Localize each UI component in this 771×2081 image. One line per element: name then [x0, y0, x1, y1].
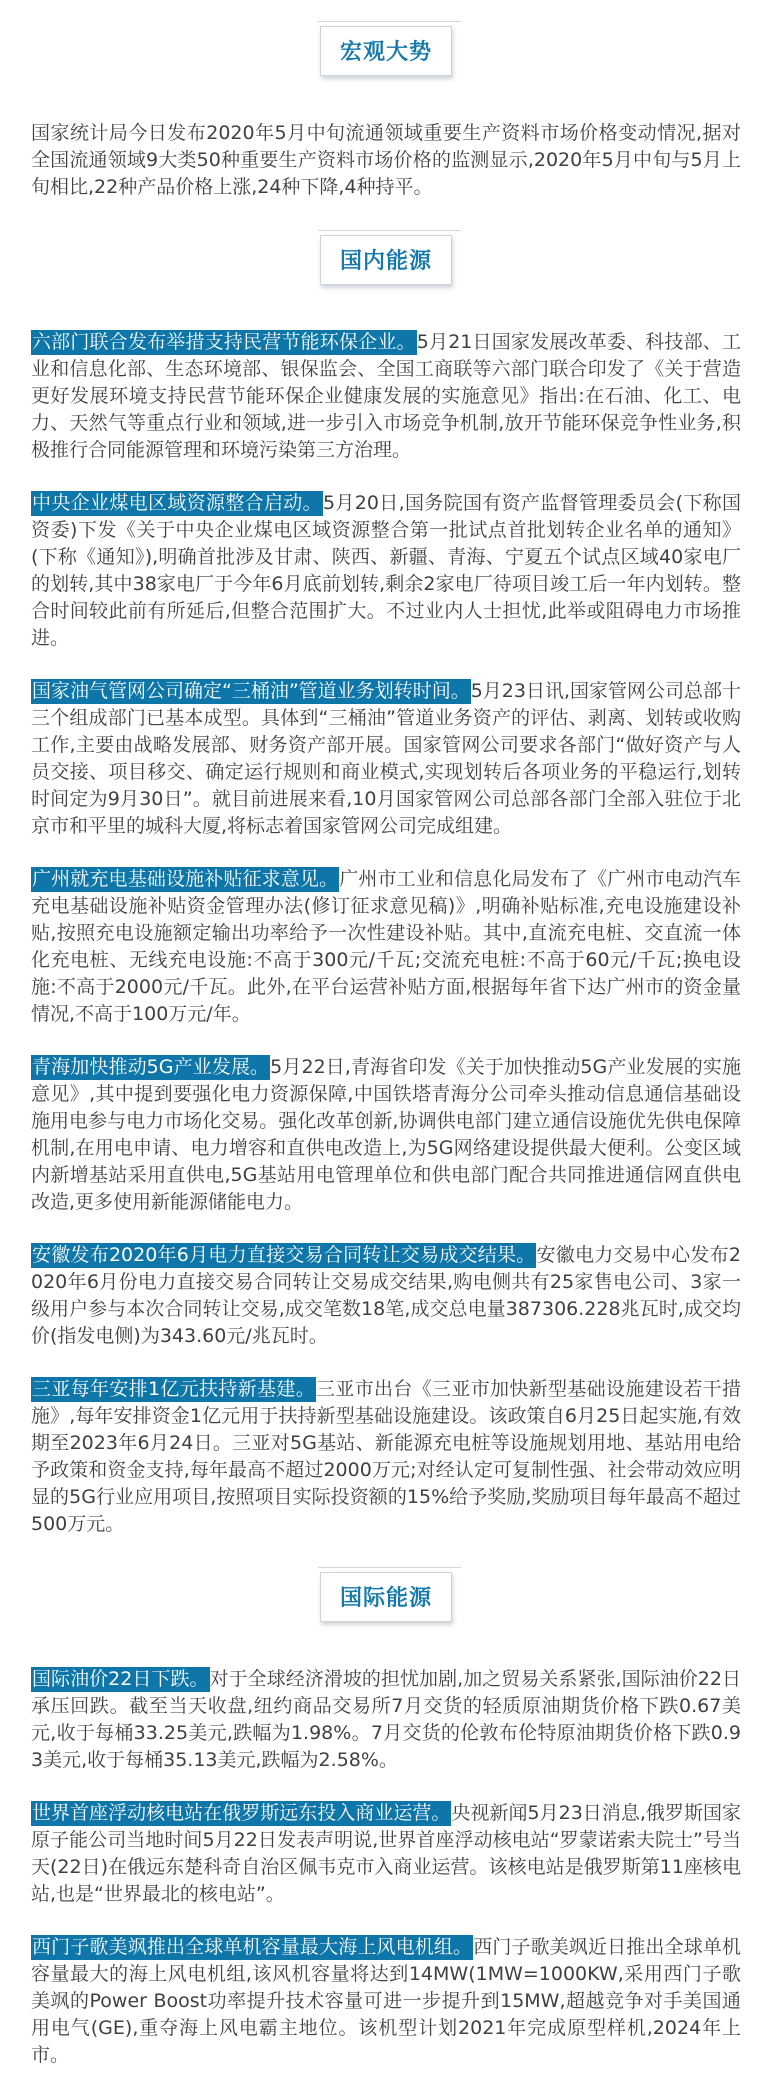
news-item-domestic-3: [31, 678, 741, 840]
news-item-body: 广州市工业和信息化局发布了《广州市电动汽车充电基础设施补贴资金管理办法(修订征求意见稿)》,明确补贴标准,充电设施建设补贴,按照充电设施额定输出功率给予一次性建设补贴。其中,直流充电桩、交直流一体化充电桩、无线充电设施:不高于300元/千瓦;交流充电桩:不高于60元/千瓦;换电设施:不高于2000元/千瓦。此外,在平台运营补贴方面,根据每年省下达广州市的资金量情况,不高于100万元/年。: [31, 868, 741, 1025]
news-item-lead: 三亚每年安排1亿元扶持新基建。: [32, 1378, 316, 1400]
news-item-body: 央视新闻5月23日消息,俄罗斯国家原子能公司当地时间5月22日发表声明说,世界首座浮动核电站“罗蒙诺索夫院士”号当天(22日)在俄远东楚科奇自治区佩韦克市入商业运营。该核电站是俄罗斯第11座核电站,也是“世界最北的核电站”。: [31, 1802, 741, 1905]
news-item-international-1: [31, 1666, 741, 1774]
news-item-lead: 国际油价22日下跌。: [32, 1668, 209, 1690]
news-item-body: 对于全球经济滑坡的担忧加剧,加之贸易关系紧张,国际油价22日承压回跌。截至当天收盘,纽约商品交易所7月交货的轻质原油期货价格下跌0.67美元,收于每桶33.25美元,跌幅为1.98%。7月交货的伦敦布伦特原油期货价格下跌0.93美元,收于每桶35.13美元,跌幅为2.58%。: [31, 1668, 741, 1771]
news-item-lead: 安徽发布2020年6月电力直接交易合同转让交易成交结果。: [32, 1244, 536, 1266]
news-item-body: 安徽电力交易中心发布2020年6月份电力直接交易合同转让交易成交结果,购电侧共有25家售电公司、3家一级用户参与本次合同转让交易,成交笔数18笔,成交总电量387306.228兆瓦时,成交均价(指发电侧)为343.60元/兆瓦时。: [31, 1244, 741, 1347]
news-item-body: 5月23日讯,国家管网公司总部十三个组成部门已基本成型。具体到“三桶油”管道业务资产的评估、剥离、划转或收购工作,主要由战略发展部、财务资产部开展。国家管网公司要求各部门“做好资产与人员交接、项目移交、确定运行规则和商业模式,实现划转后各项业务的平稳运行,划转时间定为9月30日”。就目前进展来看,10月国家管网公司总部各部门全部入驻位于北京市和平里的城科大厦,将标志着国家管网公司完成组建。: [31, 680, 742, 837]
section-header-macro: [31, 26, 741, 76]
news-item-domestic-5: [31, 1054, 741, 1216]
news-item-domestic-7: [31, 1376, 741, 1538]
news-item-international-3: [31, 1934, 741, 2069]
section-header-international: [31, 1572, 741, 1622]
news-item-lead: 中央企业煤电区域资源整合启动。: [32, 492, 322, 514]
news-item-lead: 西门子歌美飒推出全球单机容量最大海上风电机组。: [32, 1936, 473, 1958]
section-header-domestic: [31, 235, 741, 285]
news-item-domestic-2: [31, 490, 741, 652]
news-item-body: 西门子歌美飒近日推出全球单机容量最大的海上风电机组,该风机容量将达到14MW(1MW=1000KW,采用西门子歌美飒的Power Boost功率提升技术容量可进一步提升到15MW,超越竞争对手美国通用电气(GE),重夺海上风电霸主地位。该机型计划2021年完成原型样机,2024年上市。: [31, 1936, 741, 2066]
news-item-body: 三亚市出台《三亚市加快新型基础设施建设若干措施》,每年安排资金1亿元用于扶持新型基础设施建设。该政策自6月25日起实施,有效期至2023年6月24日。三亚对5G基站、新能源充电桩等设施规划用地、基站用电给予政策和资金支持,每年最高不超过2000万元;对经认定可复制性强、社会带动效应明显的5G行业应用项目,按照项目实际投资额的15%给予奖励,奖励项目每年最高不超过500万元。: [31, 1378, 741, 1535]
section-badge-macro: 宏观大势: [320, 26, 452, 76]
news-item-body: 5月20日,国务院国有资产监督管理委员会(下称国资委)下发《关于中央企业煤电区域资源整合第一批试点首批划转企业名单的通知》(下称《通知》),明确首批涉及甘肃、陕西、新疆、青海、宁夏五个试点区域40家电厂的划转,其中38家电厂于今年6月底前划转,剩余2家电厂待项目竣工后一年内划转。整合时间较此前有所延后,但整合范围扩大。不过业内人士担忧,此举或阻碍电力市场推进。: [31, 492, 741, 649]
section-badge-international: 国际能源: [320, 1572, 452, 1622]
news-item-body: 5月22日,青海省印发《关于加快推动5G产业发展的实施意见》,其中提到要强化电力资源保障,中国铁塔青海分公司牵头推动信息通信基础设施用电参与电力市场化交易。强化改革创新,协调供电部门建立通信设施优先供电保障机制,在用电申请、电力增容和直供电改造上,为5G网络建设提供最大便利。公变区域内新增基站采用直供电,5G基站用电管理单位和供电部门配合共同推进通信网直供电改造,更多使用新能源储能电力。: [31, 1056, 741, 1213]
news-item-body: 5月21日国家发展改革委、科技部、工业和信息化部、生态环境部、银保监会、全国工商联等六部门联合印发了《关于营造更好发展环境支持民营节能环保企业健康发展的实施意见》指出:在石油、化工、电力、天然气等重点行业和领域,进一步引入市场竞争机制,放开节能环保竞争性业务,积极推行合同能源管理和环境污染第三方治理。: [31, 331, 741, 461]
intro-paragraph-text: 国家统计局今日发布2020年5月中旬流通领域重要生产资料市场价格变动情况,据对全国流通领域9大类50种重要生产资料市场价格的监测显示,2020年5月中旬与5月上旬相比,22种产品价格上涨,24种下降,4种持平。: [31, 122, 741, 198]
news-item-domestic-6: [31, 1242, 741, 1350]
news-item-lead: 六部门联合发布举措支持民营节能环保企业。: [32, 331, 416, 353]
section-badge-domestic: 国内能源: [320, 235, 452, 285]
news-item-domestic-4: [31, 866, 741, 1028]
news-item-international-2: [31, 1800, 741, 1908]
news-item-lead: 国家油气管网公司确定“三桶油”管道业务划转时间。: [32, 680, 470, 702]
intro-paragraph: [31, 120, 741, 201]
news-item-domestic-1: [31, 329, 741, 464]
news-item-lead: 广州就充电基础设施补贴征求意见。: [32, 868, 339, 890]
news-item-lead: 世界首座浮动核电站在俄罗斯远东投入商业运营。: [32, 1802, 451, 1824]
news-item-lead: 青海加快推动5G产业发展。: [32, 1056, 270, 1078]
